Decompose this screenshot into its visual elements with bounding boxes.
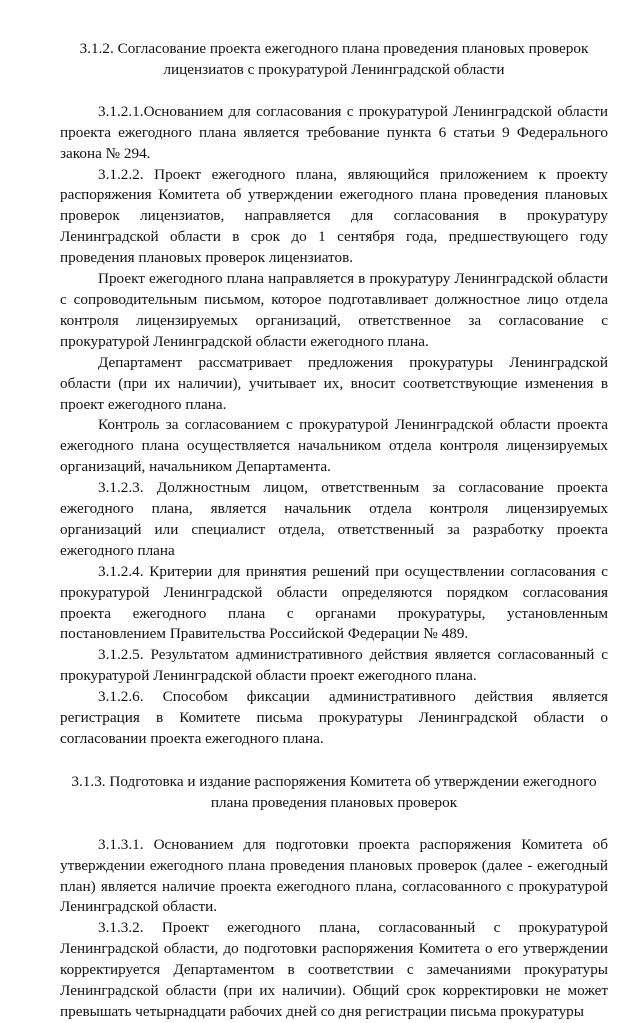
paragraph: Контроль за согласованием с прокуратурой Ленинградской области проекта ежегодного плана осуществляется начальником отдела контроля лицензируемых организаций, начальником Департамента.: [60, 416, 608, 476]
paragraph: 3.1.2.2. Проект ежегодного плана, являющийся приложением к проекту распоряжения Комитета об утверждении ежегодного плана проведения плановых проверок лицензиатов, направляется для согласования в прокуратуру Ленинградской области в срок до 1 сентября года, предшествующего году проведения плановых проверок лицензиатов.: [60, 165, 608, 267]
section-3-1-3-body: [60, 835, 608, 1023]
paragraph: 3.1.2.4. Критерии для принятия решений при осуществлении согласования с прокуратурой Ленинградской области определяются порядком согласования проекта ежегодного плана с органами прокуратуры, установленным постановлением Правительства Российской Федерации № 489.: [60, 562, 608, 643]
paragraph: 3.1.3.1. Основанием для подготовки проекта распоряжения Комитета об утверждении ежегодного плана проведения плановых проверок (далее - ежегодный план) является наличие проекта ежегодного плана, согласованного с прокуратурой Ленинградской области.: [60, 835, 608, 916]
paragraph: 3.1.3.2. Проект ежегодного плана, согласованный с прокуратурой Ленинградской области, до подготовки распоряжения Комитета о его утверждении корректируется Департаментом в соответствии с замечаниями прокуратуры Ленинградской области (при их наличии). Общий срок корректировки не может превышать четырнадцати рабочих дней со дня регистрации письма прокуратуры: [60, 919, 608, 1020]
paragraph: 3.1.2.6. Способом фиксации административного действия является регистрация в Комитете письма прокуратуры Ленинградской области о согласовании проекта ежегодного плана.: [60, 688, 608, 747]
section-heading-3-1-2: 3.1.2. Согласование проекта ежегодного плана проведения плановых проверок лицензиатов с прокуратурой Ленинградской области: [79, 40, 589, 78]
paragraph: 3.1.2.3. Должностным лицом, ответственным за согласование проекта ежегодного плана, является начальник отдела контроля лицензируемых организаций или специалист отдела, ответственный за разработку проекта ежегодного плана: [60, 479, 608, 559]
paragraph: 3.1.2.1.Основанием для согласования с прокуратурой Ленинградской области проекта ежегодного плана является требование пункта 6 статьи 9 Федерального закона № 294.: [60, 102, 608, 162]
paragraph: Департамент рассматривает предложения прокуратуры Ленинградской области (при их наличии), учитывает их, вносит соответствующие изменения в проект ежегодного плана.: [60, 353, 608, 413]
paragraph: 3.1.2.5. Результатом административного действия является согласованный с прокуратурой Ленинградской области проект ежегодного плана.: [60, 646, 608, 685]
paragraph: Проект ежегодного плана направляется в прокуратуру Ленинградской области с сопроводительным письмом, которое подготавливает должностное лицо отдела контроля лицензируемых организаций, ответственное за согласование с прокуратурой Ленинградской области ежегодного плана.: [60, 270, 608, 350]
section-heading-3-1-3: 3.1.3. Подготовка и издание распоряжения Комитета об утверждении ежегодного плана проведения плановых проверок: [71, 772, 597, 811]
section-3-1-2-body: [60, 102, 608, 750]
